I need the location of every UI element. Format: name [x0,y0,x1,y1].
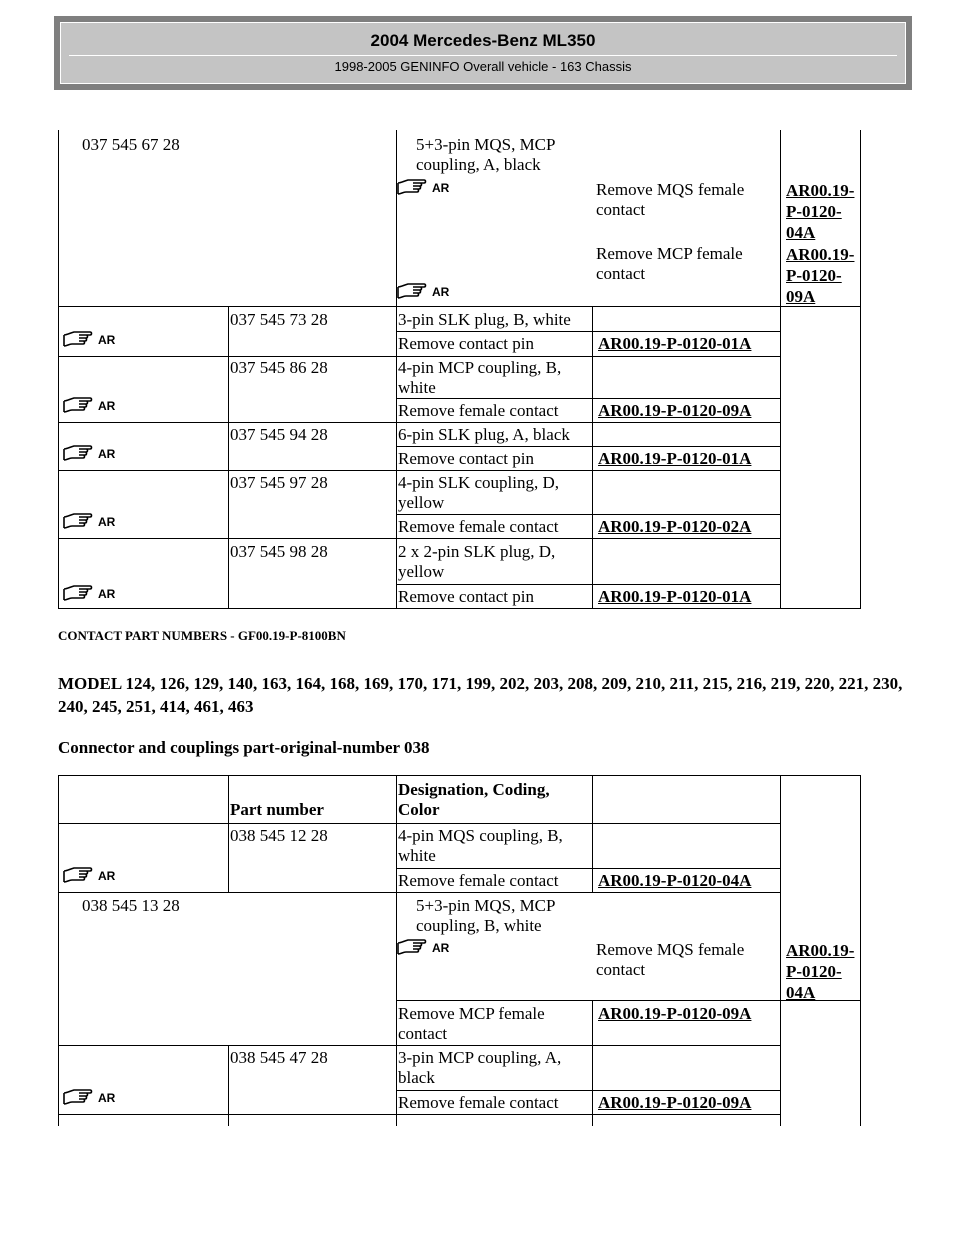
hand-pointing-ar-icon[interactable] [62,1088,122,1106]
table-rule [592,775,593,893]
table-rule [58,422,780,423]
section-heading: CONTACT PART NUMBERS - GF00.19-P-8100BN [58,628,346,643]
part-number: 037 545 94 28 [230,425,328,444]
part-number: 038 545 47 28 [230,1048,328,1067]
doc-link[interactable]: AR00.19-P-0120-09A [598,1093,752,1112]
table-rule [592,1000,593,1126]
part-number: 037 545 67 28 [82,135,180,154]
part-designation: 4-pin SLK coupling, D, yellow [398,473,560,512]
part-designation: 3-pin MCP coupling, A, black [398,1048,562,1087]
table-rule [860,130,861,609]
hand-pointing-ar-icon[interactable] [62,584,122,602]
table-rule [396,398,780,399]
hand-pointing-ar-icon[interactable] [396,938,456,956]
action-text: Remove female contact [398,1093,559,1112]
hand-pointing-ar-icon[interactable] [396,178,456,196]
part-number: 037 545 98 28 [230,542,328,561]
doc-link[interactable]: AR00.19-P-0120-01A [598,449,752,468]
table-rule [58,306,860,307]
column-header-part-number: Part number [230,800,324,819]
header-panel [60,22,906,84]
doc-link[interactable]: AR00.19- P-0120- 04A [786,941,855,1002]
part-number: 038 545 13 28 [82,896,180,915]
hand-pointing-ar-icon[interactable] [62,444,122,462]
table-rule [58,775,860,776]
document-subtitle: 1998-2005 GENINFO Overall vehicle - 163 Chassis [334,59,632,74]
table-rule [58,608,860,609]
table-rule [396,868,780,869]
doc-link[interactable]: AR00.19-P-0120-01A [598,587,752,606]
column-header-designation: Designation, Coding, Color [398,780,550,819]
doc-link[interactable]: AR00.19-P-0120-09A [598,1004,752,1023]
table-rule [228,775,229,893]
table-rule [58,823,780,824]
section-subheading: Connector and couplings part-original-number 038 [58,738,430,757]
document-title: 2004 Mercedes-Benz ML350 [370,31,596,50]
table-rule [58,1045,780,1046]
hand-pointing-ar-icon[interactable] [62,866,122,884]
table-rule [58,775,59,1126]
doc-link[interactable]: AR00.19-P-0120-01A [598,334,752,353]
part-designation: 3-pin SLK plug, B, white [398,310,571,329]
table-rule [396,130,397,609]
part-number: 037 545 86 28 [230,358,328,377]
doc-link[interactable]: AR00.19-P-0120-09A [598,401,752,420]
document-header [54,16,912,90]
table-rule [58,470,780,471]
table-rule [228,306,229,609]
table-rule [592,306,593,609]
part-designation: 4-pin MCP coupling, B, white [398,358,562,397]
action-text: Remove female contact [398,871,559,890]
table-rule [396,1090,780,1091]
part-number: 037 545 73 28 [230,310,328,329]
doc-link[interactable]: AR00.19-P-0120-02A [598,517,752,536]
doc-link[interactable]: AR00.19- P-0120- 09A [786,245,855,306]
part-designation: 5+3-pin MQS, MCP coupling, B, white [416,896,555,935]
table-rule [58,1114,780,1115]
action-text: Remove MCP female contact [596,244,743,283]
action-text: Remove MQS female contact [596,180,745,219]
table-rule [860,775,861,1126]
action-text: Remove MCP female contact [398,1004,545,1043]
action-text: Remove MQS female contact [596,940,745,979]
table-rule [396,584,780,585]
hand-pointing-ar-icon[interactable] [62,396,122,414]
table-rule [396,331,780,332]
part-designation: 5+3-pin MQS, MCP coupling, A, black [416,135,555,174]
doc-link[interactable]: AR00.19-P-0120-04A [598,871,752,890]
table-rule [58,130,59,609]
hand-pointing-ar-icon[interactable] [62,512,122,530]
table-rule [228,1045,229,1126]
action-text: Remove female contact [398,401,559,420]
part-number: 038 545 12 28 [230,826,328,845]
doc-link[interactable]: AR00.19- P-0120- 04A [786,181,855,242]
action-text: Remove contact pin [398,587,534,606]
table-rule [780,130,781,609]
table-rule [58,892,780,893]
hand-pointing-ar-icon[interactable] [62,330,122,348]
table-rule [396,514,780,515]
hand-pointing-ar-icon[interactable] [396,282,456,300]
action-text: Remove female contact [398,517,559,536]
part-number: 037 545 97 28 [230,473,328,492]
table-rule [58,356,780,357]
part-designation: 6-pin SLK plug, A, black [398,425,570,444]
model-list: MODEL 124, 126, 129, 140, 163, 164, 168, 169, 170, 171, 199, 202, 203, 208, 209, 210, 211, 215, 216, 219, 220, 221, 230, 240, 245, 251, 414, 461, 463 [58,674,903,716]
action-text: Remove contact pin [398,449,534,468]
table-rule [780,775,781,1126]
table-rule [58,538,780,539]
action-text: Remove contact pin [398,334,534,353]
part-designation: 2 x 2-pin SLK plug, D, yellow [398,542,556,581]
part-designation: 4-pin MQS coupling, B, white [398,826,563,865]
header-divider [69,55,897,56]
table-rule [396,446,780,447]
